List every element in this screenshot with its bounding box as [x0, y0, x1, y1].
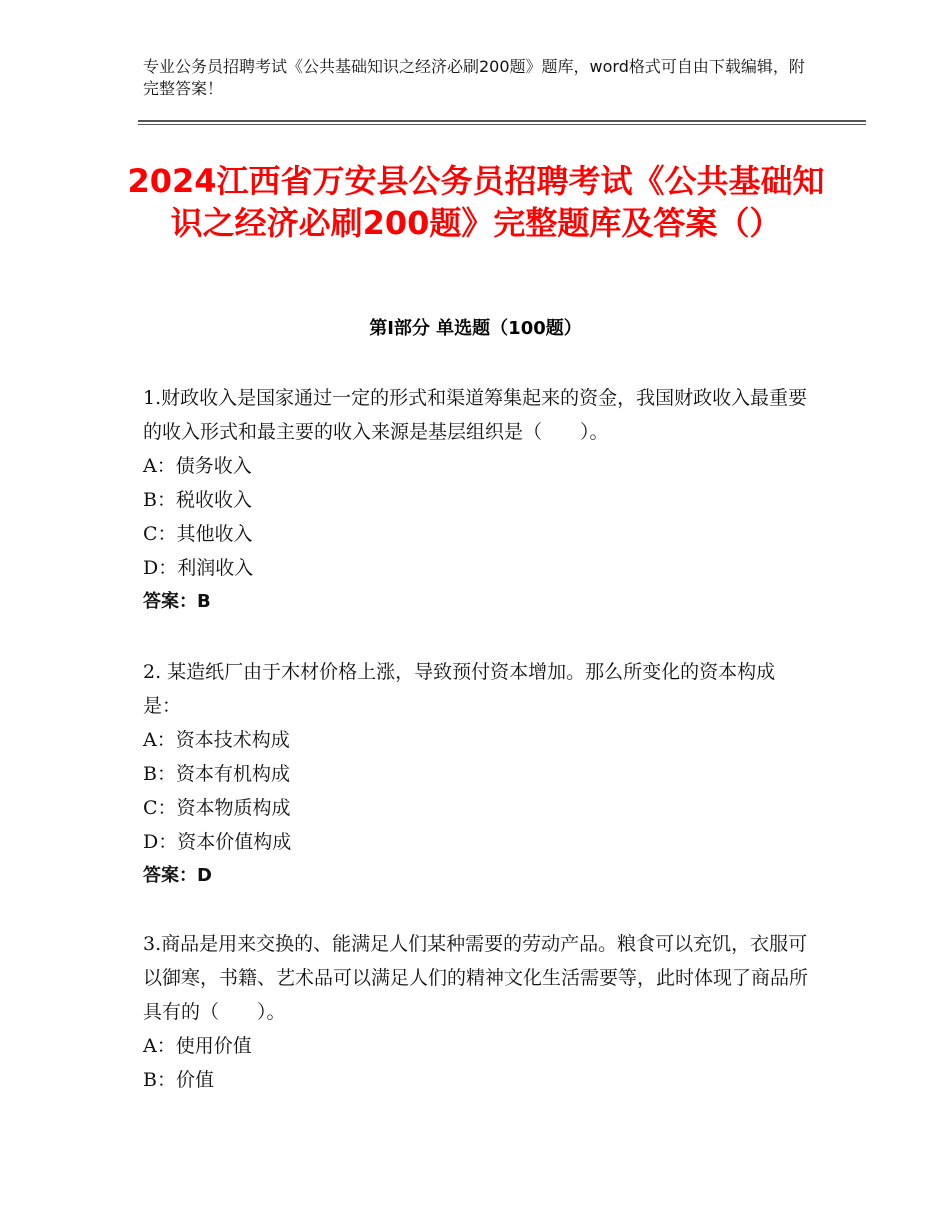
option-d: D：资本价值构成 [143, 831, 292, 853]
option-c: C：其他收入 [143, 523, 253, 545]
question-3 [143, 927, 808, 1097]
answer-line: 答案：B [143, 591, 211, 612]
option-a: A：资本技术构成 [143, 729, 290, 751]
question-stem: 3.商品是用来交换的、能满足人们某种需要的劳动产品。粮食可以充饥，衣服可以御寒，书籍、艺术品可以满足人们的精神文化生活需要等，此时体现了商品所具有的（ ）。 [143, 933, 809, 1023]
option-b: B：价值 [143, 1069, 214, 1091]
header-divider-thick [138, 120, 866, 122]
question-1 [143, 381, 808, 619]
answer-line: 答案：D [143, 865, 212, 886]
document-title: 2024江西省万安县公务员招聘考试《公共基础知识之经济必刷200题》完整题库及答案（） [127, 162, 825, 242]
question-2 [143, 655, 808, 893]
option-c: C：资本物质构成 [143, 797, 291, 819]
section-title: 第Ⅰ部分 单选题（100题） [369, 318, 582, 339]
option-a: A：债务收入 [143, 455, 252, 477]
header-divider-thin [138, 124, 866, 125]
option-a: A：使用价值 [143, 1035, 252, 1057]
question-stem: 1.财政收入是国家通过一定的形式和渠道筹集起来的资金，我国财政收入最重要的收入形式和最主要的收入来源是基层组织是（ ）。 [143, 387, 808, 443]
question-stem: 2. 某造纸厂由于木材价格上涨，导致预付资本增加。那么所变化的资本构成是： [143, 661, 776, 717]
option-b: B：资本有机构成 [143, 763, 290, 785]
header-note: 专业公务员招聘考试《公共基础知识之经济必刷200题》题库，word格式可自由下载编辑，附完整答案！ [143, 57, 805, 98]
option-d: D：利润收入 [143, 557, 254, 579]
option-b: B：税收收入 [143, 489, 252, 511]
